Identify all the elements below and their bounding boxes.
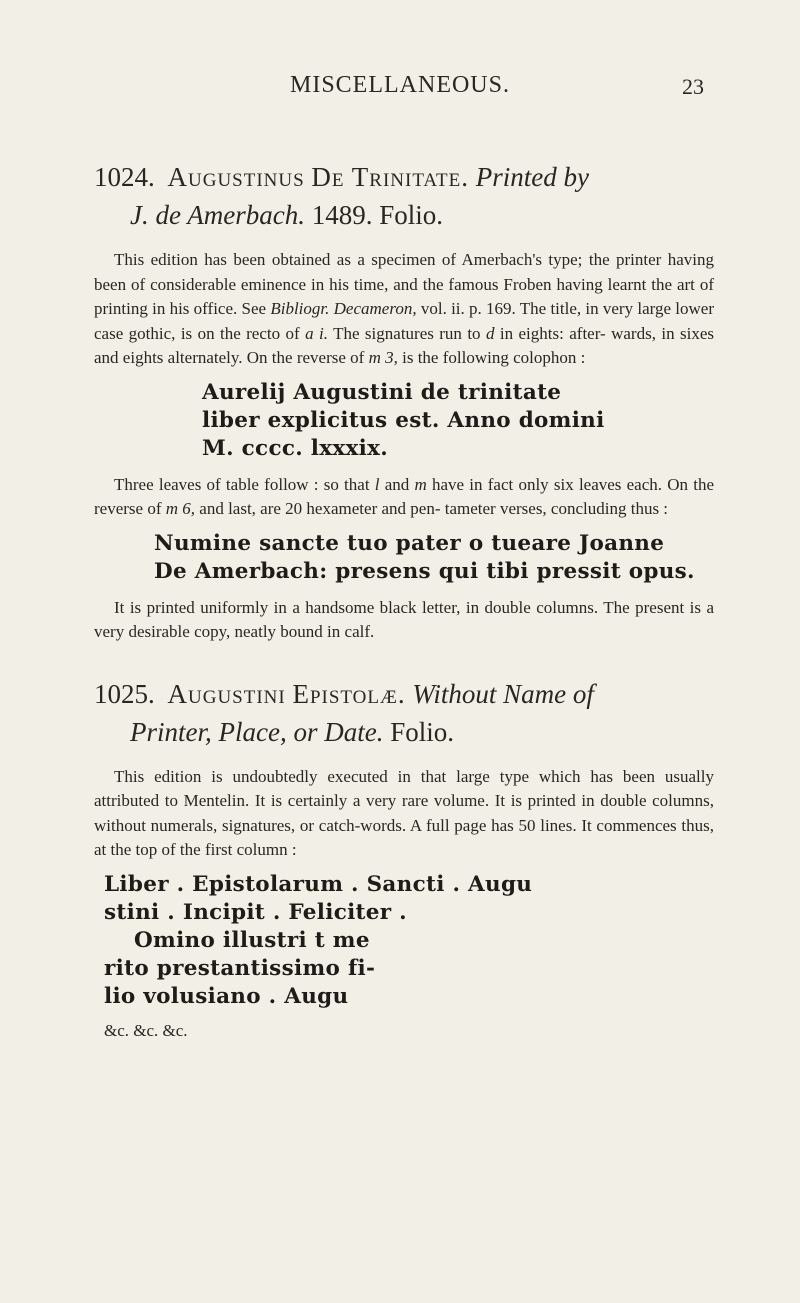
colophon-line: liber explicitus est. Anno domini	[202, 407, 605, 433]
entry-1024-table-note: Three leaves of table follow : so that l and m have in fact only six leaves each. On the reverse of m 6, and last, are 20 hexameter and pen- tameter verses, concluding thus :	[94, 474, 715, 518]
entry-number: 1025.	[94, 678, 155, 709]
verse-line: De Amerbach: presens qui tibi pressit opus.	[154, 558, 695, 584]
entry-printer-label: Printed by	[475, 162, 589, 192]
incipit-line: Omino illustri t me	[134, 927, 370, 953]
entry-note: Without Name of	[412, 678, 594, 709]
entry-year-format: 1489. Folio.	[311, 200, 443, 230]
incipit-blackletter	[94, 871, 714, 1011]
running-title: MISCELLANEOUS.	[289, 72, 510, 98]
verses-blackletter	[94, 530, 714, 586]
entry-title: De Trinitate.	[311, 162, 469, 192]
incipit-line: Liber . Epistolarum . Sancti . Augu	[104, 871, 533, 897]
entry-title: Epistolæ.	[292, 678, 406, 709]
entry-1025-heading	[94, 675, 714, 751]
page-number: 23	[682, 74, 704, 99]
entry-printer-name: J. de Amerbach.	[130, 200, 305, 230]
entry-author: Augustinus	[167, 162, 305, 192]
colophon-line: Aurelij Augustini de trinitate	[202, 379, 562, 405]
entry-author: Augustini	[167, 678, 286, 709]
entry-1025-description: This edition is undoubtedly executed in that large type which has been usually attributed to Mentelin. It is certainly a very rare volume. It is printed in double columns, without numerals, signatures, or catch-words. A full page has 50 lines. It commences thus, at the top of the first column :	[94, 766, 714, 859]
verse-line: Numine sancte tuo pater o tueare Joanne	[154, 530, 665, 556]
colophon-line: M. cccc. lxxxix.	[202, 435, 388, 461]
colophon-blackletter	[94, 379, 714, 463]
entry-note-continued: Printer, Place, or Date.	[130, 716, 384, 747]
incipit-line: lio volusiano . Augu	[104, 983, 349, 1009]
etc-text: &c. &c. &c.	[104, 1020, 188, 1040]
entry-1024-description: This edition has been obtained as a specimen of Amerbach's type; the printer having been of considerable eminence in his time, and the famous Froben having learnt the art of printing in his office. See Bibliogr. Decameron, vol. ii. p. 169. The title, in very large lower case gothic, is on the recto of a i. The signatures run to d in eights: after- wards, in sixes and eights alternately. On the reverse of m 3, is the following colophon :	[94, 250, 715, 367]
incipit-line: rito prestantissimo fi-	[104, 955, 376, 981]
running-head	[0, 62, 800, 122]
entry-number: 1024.	[94, 162, 155, 192]
entry-1024-condition: It is printed uniformly in a handsome black letter, in double columns. The present is a very desirable copy, neatly bound in calf.	[94, 597, 714, 641]
page-content	[94, 158, 714, 1041]
entry-format: Folio.	[390, 716, 454, 747]
incipit-line: stini . Incipit . Feliciter .	[104, 899, 407, 925]
entry-1024-heading	[94, 158, 714, 234]
